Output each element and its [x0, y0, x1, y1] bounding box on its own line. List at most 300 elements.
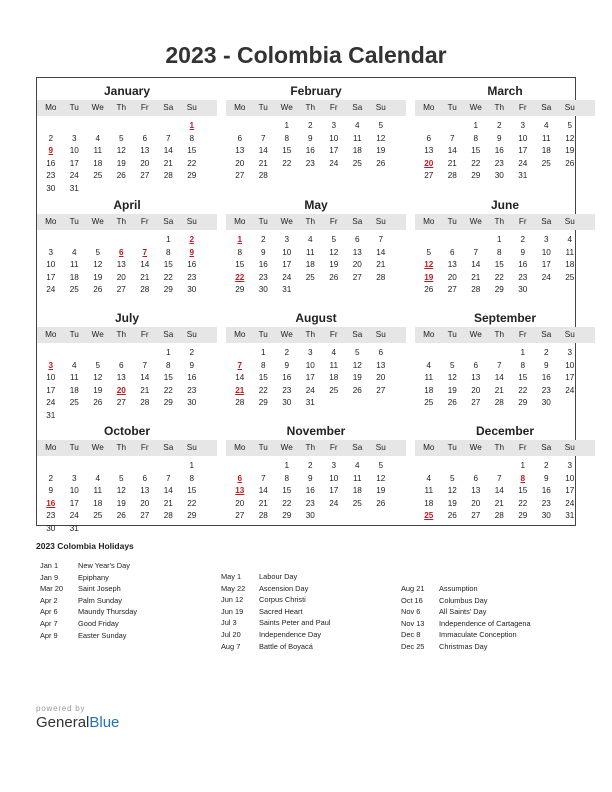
- day-cell: 17: [541, 260, 551, 269]
- holiday-date: Dec 8: [401, 630, 421, 640]
- month-february: [226, 78, 406, 190]
- day-cell: 5: [567, 121, 573, 130]
- day-cell: 11: [306, 247, 315, 257]
- day-cell: 11: [93, 146, 102, 155]
- holiday-name: Good Friday: [78, 618, 119, 628]
- day-cell: 7: [449, 133, 455, 143]
- weekday-header: [415, 327, 595, 343]
- day-cell: 13: [235, 146, 245, 155]
- day-cell: 23: [187, 385, 197, 395]
- day-cell: 20: [352, 260, 362, 269]
- day-cell: 21: [471, 272, 481, 282]
- day-cell: 2: [543, 348, 549, 357]
- day-cell: 22: [187, 498, 197, 508]
- day-cell: 20: [140, 158, 150, 168]
- day-cell: 31: [69, 183, 79, 193]
- day-cell: 14: [140, 260, 150, 269]
- day-cell: 14: [163, 146, 173, 155]
- day-cell: 16: [282, 373, 292, 382]
- holiday-date: Jan 9: [40, 572, 59, 582]
- day-cell: 1: [284, 121, 290, 130]
- day-cell: 1: [520, 348, 526, 357]
- day-cell: 6: [142, 473, 148, 483]
- day-cell: 6: [354, 235, 360, 244]
- weekday-label: Fr: [140, 217, 149, 226]
- day-cell: 28: [258, 511, 268, 520]
- day-cell: 20: [471, 385, 481, 395]
- weekday-label: Tu: [447, 217, 457, 226]
- day-cell: 30: [187, 285, 197, 294]
- day-cell: 28: [163, 171, 173, 180]
- holidays-title: 2023 Colombia Holidays: [36, 541, 134, 551]
- day-cell: 21: [494, 498, 504, 508]
- day-cell: 25: [329, 385, 339, 395]
- day-cell: 14: [447, 146, 457, 155]
- weekday-label: Fr: [518, 443, 527, 452]
- day-cell: 11: [424, 486, 433, 495]
- day-cell: 27: [116, 398, 126, 407]
- day-cell: 24: [282, 272, 292, 282]
- month-december: [415, 418, 595, 530]
- day-cell: 15: [258, 373, 268, 382]
- day-cell: 6: [473, 360, 479, 370]
- day-cell: 23: [305, 158, 315, 168]
- day-cell: 11: [353, 473, 362, 483]
- brand-blue: Blue: [89, 714, 120, 731]
- weekday-label: Mo: [423, 443, 435, 452]
- day-cell: 17: [46, 272, 56, 282]
- brand-name: [36, 714, 119, 731]
- weekday-header: [415, 440, 595, 456]
- day-cell: 30: [541, 398, 551, 407]
- day-cell: 22: [471, 158, 481, 168]
- holiday-day: 6: [237, 473, 243, 483]
- weekday-label: Th: [305, 443, 316, 452]
- holiday-name: Independence Day: [259, 629, 322, 639]
- weekday-label: Fr: [329, 217, 338, 226]
- weekday-label: Mo: [45, 330, 57, 339]
- holiday-name: All Saints' Day: [439, 607, 487, 617]
- day-cell: 15: [235, 260, 245, 269]
- day-cell: 18: [69, 385, 79, 395]
- weekday-label: Su: [186, 103, 197, 112]
- day-cell: 23: [258, 272, 268, 282]
- day-cell: 8: [473, 133, 479, 143]
- day-cell: 27: [116, 285, 126, 294]
- day-cell: 11: [70, 373, 79, 382]
- day-cell: 24: [541, 272, 551, 282]
- day-cell: 9: [543, 360, 549, 370]
- day-cell: 8: [165, 247, 171, 257]
- holiday-name: Christmas Day: [439, 641, 488, 651]
- day-cell: 28: [163, 511, 173, 520]
- holiday-date: Jul 3: [221, 618, 237, 628]
- day-cell: 29: [471, 171, 481, 180]
- holiday-date: Jan 1: [40, 561, 59, 570]
- weekday-label: We: [469, 103, 482, 112]
- day-cell: 30: [305, 511, 315, 520]
- day-cell: 1: [260, 348, 266, 357]
- day-cell: 6: [426, 133, 432, 143]
- day-cell: 10: [305, 360, 315, 370]
- weekday-label: Su: [186, 217, 197, 226]
- day-cell: 19: [376, 146, 386, 155]
- weekday-label: Su: [186, 443, 197, 452]
- day-cell: 23: [46, 171, 56, 180]
- holiday-day: 7: [237, 360, 243, 370]
- day-cell: 4: [71, 360, 77, 370]
- day-cell: 7: [496, 473, 502, 483]
- month-name: February: [290, 84, 342, 98]
- day-cell: 27: [471, 398, 481, 407]
- day-cell: 17: [282, 260, 292, 269]
- day-cell: 21: [447, 158, 457, 168]
- day-cell: 31: [46, 410, 56, 420]
- day-cell: 15: [187, 486, 197, 495]
- day-cell: 18: [352, 486, 362, 495]
- day-cell: 18: [352, 146, 362, 155]
- holiday-day: 20: [116, 385, 126, 395]
- weekday-header: [415, 214, 595, 230]
- weekday-label: Sa: [352, 217, 363, 226]
- day-cell: 15: [471, 146, 481, 155]
- day-cell: 30: [258, 285, 268, 294]
- day-cell: 6: [237, 133, 243, 143]
- weekday-label: Th: [494, 103, 505, 112]
- day-cell: 26: [116, 511, 126, 520]
- day-cell: 10: [518, 133, 528, 143]
- weekday-label: Mo: [234, 103, 246, 112]
- day-cell: 23: [541, 385, 551, 395]
- weekday-label: Su: [375, 217, 386, 226]
- day-cell: 26: [329, 272, 339, 282]
- day-cell: 15: [494, 260, 504, 269]
- day-cell: 25: [424, 398, 434, 407]
- day-cell: 9: [189, 360, 195, 370]
- month-april: [37, 192, 217, 304]
- day-cell: 21: [258, 158, 268, 168]
- day-cell: 1: [520, 461, 526, 470]
- day-cell: 20: [376, 373, 386, 382]
- holiday-day: 12: [424, 260, 434, 269]
- day-cell: 26: [424, 285, 434, 294]
- weekday-label: Fr: [140, 443, 149, 452]
- holiday-day: 25: [424, 511, 434, 520]
- holiday-day: 2: [189, 235, 195, 244]
- day-cell: 30: [46, 183, 56, 193]
- holiday-name: Maundy Thursday: [78, 607, 138, 617]
- day-cell: 28: [376, 272, 386, 282]
- day-cell: 3: [520, 121, 526, 130]
- day-cell: 28: [258, 171, 268, 180]
- day-cell: 19: [447, 498, 457, 508]
- holiday-date: Jun 19: [221, 606, 244, 616]
- day-cell: 13: [140, 146, 150, 155]
- day-cell: 31: [565, 511, 575, 520]
- day-cell: 5: [118, 133, 124, 143]
- day-cell: 18: [329, 373, 339, 382]
- day-cell: 9: [496, 133, 502, 143]
- day-cell: 4: [426, 473, 432, 483]
- day-cell: 1: [165, 348, 171, 357]
- weekday-label: We: [91, 330, 104, 339]
- weekday-label: Tu: [447, 103, 457, 112]
- weekday-header: [226, 100, 406, 116]
- day-cell: 29: [518, 511, 528, 520]
- day-cell: 5: [378, 461, 384, 470]
- day-cell: 30: [494, 171, 504, 180]
- day-cell: 26: [116, 171, 126, 180]
- holiday-day: 20: [424, 158, 434, 168]
- day-cell: 18: [541, 146, 551, 155]
- day-cell: 3: [48, 247, 54, 257]
- weekday-label: Fr: [329, 103, 338, 112]
- day-cell: 13: [116, 260, 126, 269]
- month-march: [415, 78, 595, 190]
- weekday-label: Mo: [45, 217, 57, 226]
- day-cell: 10: [46, 260, 56, 269]
- day-cell: 23: [46, 511, 56, 520]
- holiday-name: Ascension Day: [259, 583, 309, 593]
- weekday-label: Sa: [352, 443, 363, 452]
- holiday-day: 21: [235, 385, 245, 395]
- day-cell: 21: [140, 272, 150, 282]
- day-cell: 10: [565, 473, 575, 483]
- weekday-label: Th: [116, 443, 127, 452]
- day-cell: 15: [518, 373, 528, 382]
- month-name: September: [473, 311, 537, 325]
- month-name: January: [103, 84, 151, 98]
- holiday-day: 16: [46, 498, 56, 508]
- holiday-date: Aug 21: [401, 584, 425, 593]
- day-cell: 10: [541, 247, 551, 257]
- holiday-day: 9: [48, 146, 54, 155]
- month-may: [226, 192, 406, 304]
- holiday-date: Apr 7: [40, 618, 58, 628]
- day-cell: 13: [471, 486, 481, 495]
- day-cell: 23: [305, 498, 315, 508]
- day-cell: 12: [565, 133, 575, 143]
- holiday-date: Nov 13: [401, 618, 425, 628]
- day-cell: 2: [307, 121, 313, 130]
- day-cell: 11: [329, 360, 338, 370]
- day-cell: 24: [329, 498, 339, 508]
- month-november: [226, 418, 406, 530]
- holiday-day: 7: [142, 247, 148, 257]
- day-cell: 3: [543, 235, 549, 244]
- day-cell: 19: [93, 272, 103, 282]
- day-cell: 10: [565, 360, 575, 370]
- day-cell: 9: [284, 360, 290, 370]
- day-cell: 15: [163, 373, 173, 382]
- day-cell: 6: [118, 360, 124, 370]
- day-cell: 25: [93, 171, 103, 180]
- day-cell: 25: [69, 398, 79, 407]
- weekday-label: Su: [375, 103, 386, 112]
- day-cell: 24: [46, 398, 56, 407]
- holiday-name: Epiphany: [78, 572, 109, 582]
- day-cell: 15: [282, 486, 292, 495]
- day-cell: 16: [305, 146, 315, 155]
- day-cell: 27: [140, 511, 150, 520]
- day-cell: 9: [48, 486, 54, 495]
- day-cell: 22: [282, 158, 292, 168]
- day-cell: 24: [565, 385, 575, 395]
- day-cell: 17: [305, 373, 315, 382]
- holiday-name: New Year's Day: [78, 561, 130, 570]
- holiday-date: Apr 2: [40, 595, 58, 605]
- holiday-name: Assumption: [439, 584, 478, 593]
- holiday-day: 13: [235, 486, 245, 495]
- weekday-label: Tu: [69, 217, 79, 226]
- day-cell: 7: [165, 473, 171, 483]
- day-cell: 29: [518, 398, 528, 407]
- day-cell: 20: [140, 498, 150, 508]
- day-cell: 20: [235, 158, 245, 168]
- day-cell: 5: [449, 473, 455, 483]
- day-cell: 27: [352, 272, 362, 282]
- day-cell: 5: [331, 235, 337, 244]
- weekday-label: Su: [375, 330, 386, 339]
- month-january: [37, 78, 217, 193]
- day-cell: 27: [471, 511, 481, 520]
- holiday-name: Saints Peter and Paul: [259, 618, 331, 628]
- month-name: April: [113, 198, 141, 212]
- day-cell: 4: [543, 121, 549, 130]
- day-cell: 24: [69, 511, 79, 520]
- day-cell: 9: [307, 473, 313, 483]
- day-cell: 4: [307, 235, 313, 244]
- day-cell: 7: [378, 235, 384, 244]
- day-cell: 3: [567, 348, 573, 357]
- day-cell: 1: [189, 461, 195, 470]
- weekday-label: Tu: [258, 330, 268, 339]
- day-cell: 21: [494, 385, 504, 395]
- weekday-label: We: [469, 217, 482, 226]
- day-cell: 17: [69, 158, 79, 168]
- day-cell: 23: [518, 272, 528, 282]
- holiday-date: Mar 20: [40, 584, 64, 594]
- day-cell: 8: [165, 360, 171, 370]
- day-cell: 14: [235, 373, 245, 382]
- day-cell: 12: [116, 146, 126, 155]
- weekday-label: Fr: [518, 330, 527, 339]
- day-cell: 15: [163, 260, 173, 269]
- weekday-label: Sa: [541, 217, 552, 226]
- holiday-name: Palm Sunday: [78, 595, 122, 605]
- day-cell: 4: [354, 461, 360, 470]
- day-cell: 13: [424, 146, 434, 155]
- weekday-label: Fr: [329, 330, 338, 339]
- day-cell: 24: [565, 498, 575, 508]
- holiday-date: Apr 6: [40, 607, 58, 617]
- day-cell: 16: [518, 260, 528, 269]
- holiday-day: 3: [48, 360, 54, 370]
- day-cell: 25: [305, 272, 315, 282]
- day-cell: 21: [163, 158, 173, 168]
- weekday-label: We: [280, 443, 293, 452]
- day-cell: 22: [494, 272, 504, 282]
- holiday-name: Easter Sunday: [78, 630, 127, 640]
- day-cell: 11: [70, 260, 79, 269]
- day-cell: 3: [331, 461, 337, 470]
- day-cell: 8: [496, 247, 502, 257]
- day-cell: 16: [541, 486, 551, 495]
- weekday-label: Th: [494, 443, 505, 452]
- day-cell: 27: [235, 171, 245, 180]
- holiday-day: 1: [189, 121, 195, 130]
- day-cell: 28: [494, 511, 504, 520]
- month-june: [415, 192, 595, 304]
- weekday-label: Tu: [447, 330, 457, 339]
- weekday-label: Su: [564, 330, 575, 339]
- day-cell: 9: [520, 247, 526, 257]
- page-title: 2023 - Colombia Calendar: [165, 42, 447, 68]
- day-cell: 21: [376, 260, 386, 269]
- day-cell: 8: [284, 473, 290, 483]
- weekday-label: Mo: [45, 443, 57, 452]
- day-cell: 26: [447, 398, 457, 407]
- day-cell: 16: [305, 486, 315, 495]
- weekday-header: [37, 214, 217, 230]
- day-cell: 18: [424, 498, 434, 508]
- month-name: October: [103, 424, 150, 438]
- day-cell: 14: [258, 486, 268, 495]
- day-cell: 3: [71, 473, 77, 483]
- holiday-name: Immaculate Conception: [439, 630, 517, 640]
- day-cell: 28: [471, 285, 481, 294]
- holiday-date: Nov 6: [401, 607, 421, 617]
- weekday-label: Th: [116, 330, 127, 339]
- day-cell: 28: [140, 285, 150, 294]
- day-cell: 8: [189, 133, 195, 143]
- day-cell: 16: [494, 146, 504, 155]
- day-cell: 26: [376, 498, 386, 508]
- month-name: November: [286, 424, 346, 438]
- day-cell: 24: [518, 158, 528, 168]
- day-cell: 19: [116, 498, 126, 508]
- day-cell: 28: [494, 398, 504, 407]
- weekday-label: Mo: [423, 217, 435, 226]
- day-cell: 2: [496, 121, 502, 130]
- day-cell: 12: [352, 360, 362, 370]
- day-cell: 19: [352, 373, 362, 382]
- day-cell: 25: [541, 158, 551, 168]
- day-cell: 14: [494, 373, 504, 382]
- day-cell: 29: [187, 511, 197, 520]
- weekday-label: Sa: [352, 103, 363, 112]
- day-cell: 7: [260, 133, 266, 143]
- day-cell: 26: [376, 158, 386, 168]
- weekday-label: Tu: [258, 443, 268, 452]
- weekday-label: Th: [494, 330, 505, 339]
- day-cell: 14: [163, 486, 173, 495]
- day-cell: 19: [329, 260, 339, 269]
- holiday-name: Columbus Day: [439, 595, 488, 605]
- day-cell: 3: [284, 235, 290, 244]
- holiday-day: 8: [520, 473, 526, 483]
- weekday-label: We: [469, 443, 482, 452]
- month-september: [415, 305, 595, 417]
- day-cell: 20: [447, 272, 457, 282]
- day-cell: 30: [46, 523, 56, 533]
- holiday-name: Corpus Christi: [259, 595, 306, 605]
- holiday-date: Jul 20: [221, 629, 241, 639]
- day-cell: 11: [424, 373, 433, 382]
- day-cell: 11: [542, 133, 551, 143]
- day-cell: 19: [116, 158, 126, 168]
- day-cell: 6: [142, 133, 148, 143]
